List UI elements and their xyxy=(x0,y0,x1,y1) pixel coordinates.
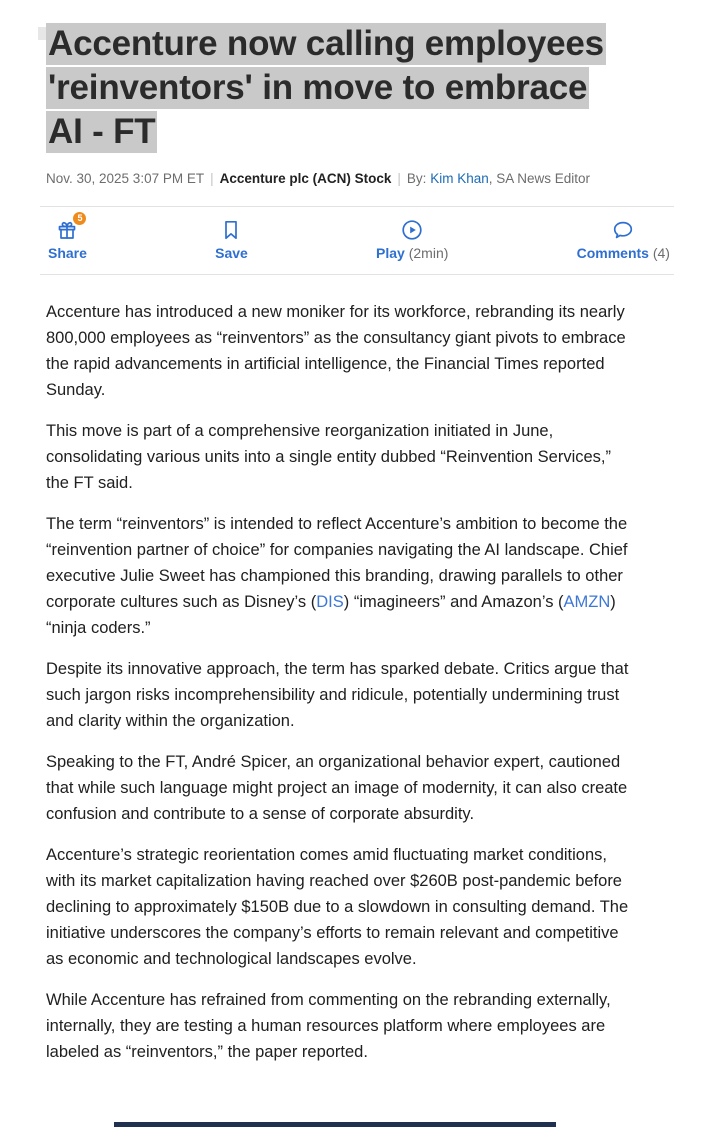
page-title-text: Accenture now calling employees 'reinventors' in move to embrace AI - FT xyxy=(48,24,604,151)
article-body xyxy=(46,299,638,1065)
paragraph-5: Speaking to the FT, André Spicer, an organizational behavior expert, cautioned that while such language might project an image of modernity, it can also create confusion and contribute to a sense of corporate absurdity. xyxy=(46,753,628,823)
byline-separator: | xyxy=(210,171,214,186)
comment-bubble-icon xyxy=(611,218,635,242)
paragraph-2: This move is part of a comprehensive reorganization initiated in June, consolidating various units into a single entity dubbed “Reinvention Services,” the FT said. xyxy=(46,422,611,492)
ticker-link-acn[interactable]: Accenture plc (ACN) Stock xyxy=(219,171,392,186)
page-title xyxy=(46,22,630,154)
play-circle-icon xyxy=(400,218,424,242)
paragraph-7: While Accenture has refrained from commenting on the rebranding externally, internally, they are testing a human resources platform where employees are labeled as “reinventors,” the paper reported. xyxy=(46,991,611,1061)
article-page xyxy=(0,22,705,1065)
bottom-bar-partial xyxy=(114,1122,556,1127)
paragraph-1: Accenture has introduced a new moniker for its workforce, rebranding its nearly 800,000 employees as “reinventors” as the consultancy giant pivots to embrace the rapid advancements in artificial intelligence, the Financial Times reported Sunday. xyxy=(46,303,626,399)
comments-count: (4) xyxy=(652,245,670,261)
byline xyxy=(46,169,660,188)
share-label: Share xyxy=(48,245,87,261)
play-label: Play xyxy=(376,245,405,261)
byline-separator: | xyxy=(397,171,401,186)
share-count-badge: 5 xyxy=(73,212,86,225)
play-button[interactable] xyxy=(376,218,448,262)
paragraph-3-text: ) “ninja coders.” xyxy=(46,593,616,637)
action-bar xyxy=(40,206,674,275)
ticker-link-dis[interactable]: DIS xyxy=(316,593,344,611)
share-button[interactable] xyxy=(48,213,87,262)
save-button[interactable] xyxy=(215,218,248,262)
ticker-link-amzn[interactable]: AMZN xyxy=(563,593,611,611)
paragraph-4: Despite its innovative approach, the term has sparked debate. Critics argue that such jargon risks incomprehensibility and ridicule, potentially undermining trust and clarity within the organization. xyxy=(46,660,629,730)
author-role: , SA News Editor xyxy=(488,171,591,186)
bookmark-icon xyxy=(219,218,243,242)
comments-label: Comments xyxy=(576,245,649,261)
comments-button[interactable] xyxy=(577,218,670,262)
paragraph-6: Accenture’s strategic reorientation comes amid fluctuating market conditions, with its market capitalization having reached over $260B post-pandemic before declining to approximately $150B due to a slowdown in consulting demand. The initiative underscores the company’s efforts to remain relevant and competitive as economic and technological landscapes evolve. xyxy=(46,846,629,968)
paragraph-3-text: The term “reinventors” is intended to reflect Accenture’s ambition to become the “reinvention partner of choice” for companies navigating the AI landscape. Chief executive Julie Sweet has championed this branding, drawing parallels to other corporate cultures such as Disney’s ( xyxy=(46,515,628,611)
paragraph-3 xyxy=(46,511,638,641)
publish-date: Nov. 30, 2025 3:07 PM ET xyxy=(46,171,205,186)
by-label: By: xyxy=(406,171,431,186)
author-link[interactable]: Kim Khan xyxy=(430,171,489,186)
play-duration: (2min) xyxy=(408,245,449,261)
paragraph-3-text: ) “imagineers” and Amazon’s ( xyxy=(343,593,564,611)
selection-fragment xyxy=(38,27,53,40)
save-label: Save xyxy=(215,245,248,261)
gift-icon xyxy=(55,213,83,242)
